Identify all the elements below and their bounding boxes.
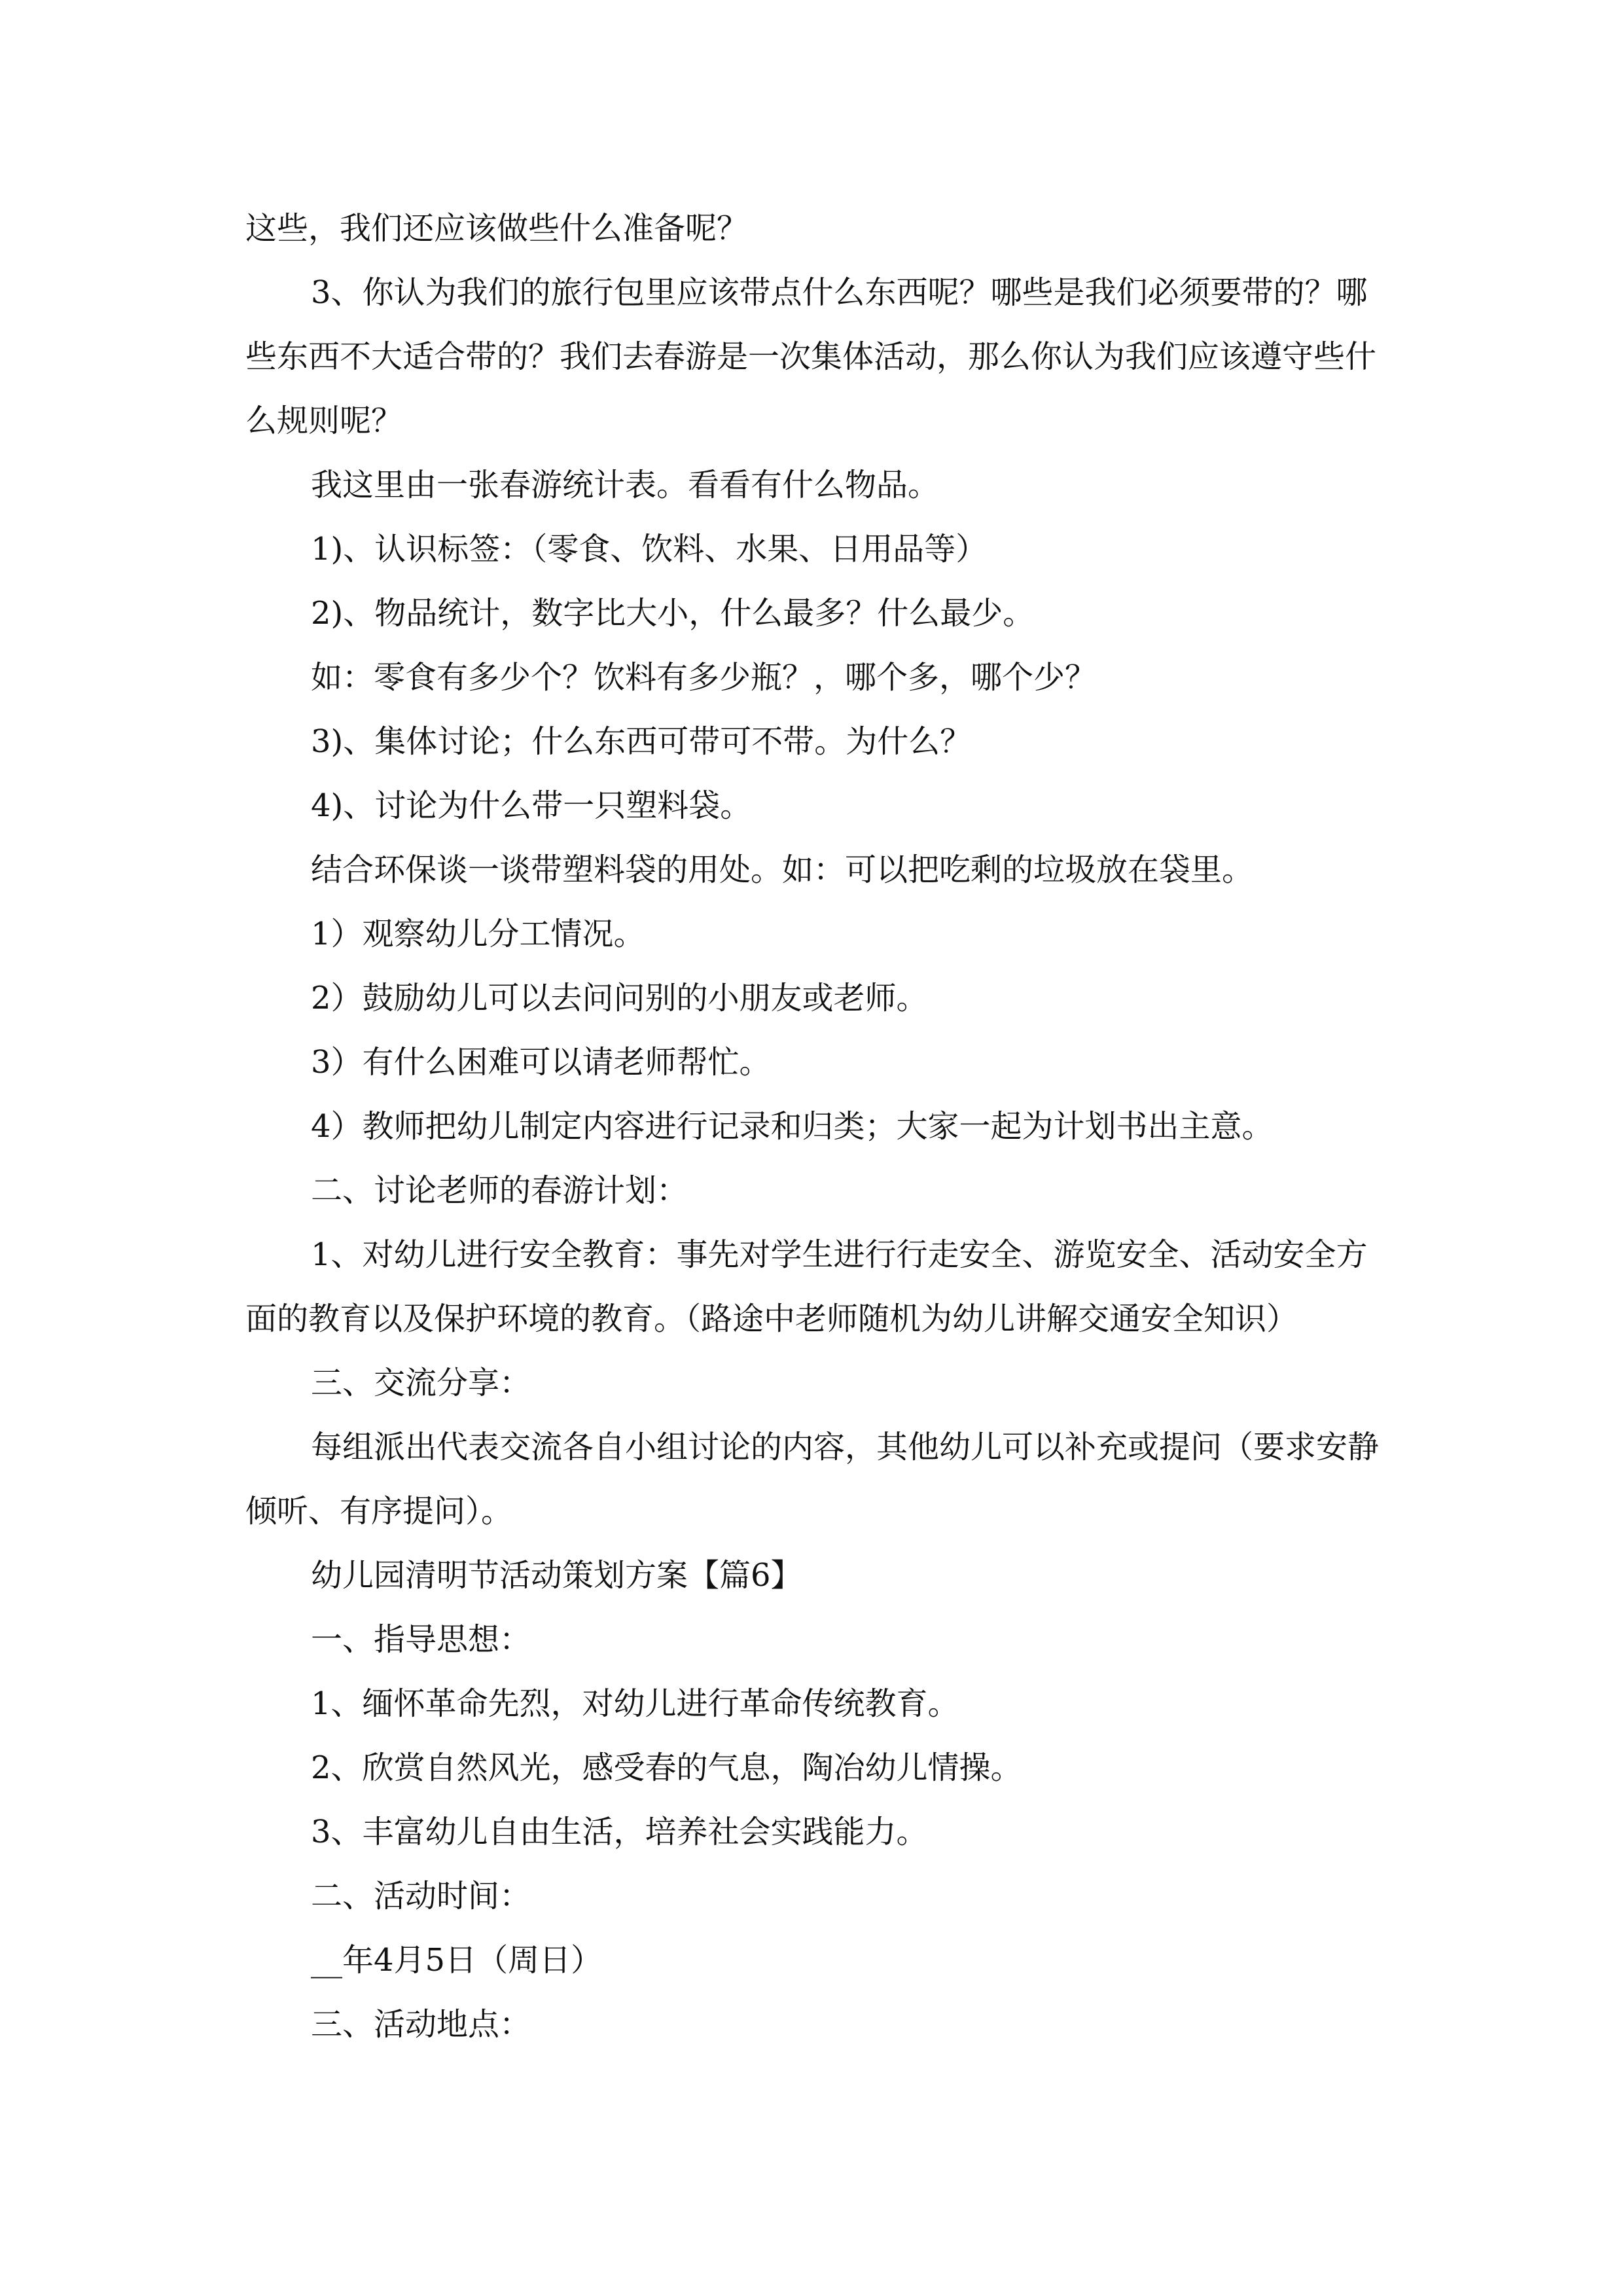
paragraph: 如：零食有多少个？饮料有多少瓶？，哪个多，哪个少？ [311, 659, 1097, 696]
article-title: 幼儿园清明节活动策划方案【篇6】 [311, 1557, 802, 1594]
paragraph: 1、对幼儿进行安全教育：事先对学生进行行走安全、游览安全、活动安全方面的教育以及保护环境的教育。（路途中老师随机为幼儿讲解交通安全知识） [245, 1236, 1368, 1337]
paragraph: 1）观察幼儿分工情况。 [311, 916, 645, 952]
section-heading: 二、活动时间： [311, 1878, 531, 1914]
paragraph: 3)、集体讨论；什么东西可带可不带。为什么？ [311, 723, 972, 760]
section-heading: 二、讨论老师的春游计划： [311, 1172, 688, 1209]
section-heading: 三、交流分享： [311, 1365, 531, 1401]
paragraph: 每组派出代表交流各自小组讨论的内容，其他幼儿可以补充或提问（要求安静倾听、有序提问）。 [245, 1429, 1380, 1530]
paragraph: 我这里由一张春游统计表。看看有什么物品。 [311, 467, 940, 503]
paragraph: 1、缅怀革命先烈，对幼儿进行革命传统教育。 [311, 1685, 959, 1722]
document-body [245, 196, 1384, 2056]
paragraph: 2）鼓励幼儿可以去问问别的小朋友或老师。 [311, 980, 928, 1016]
paragraph: 这些，我们还应该做些什么准备呢？ [245, 210, 749, 247]
paragraph: 3、你认为我们的旅行包里应该带点什么东西呢？哪些是我们必须要带的？哪些东西不大适合带的？我们去春游是一次集体活动，那么你认为我们应该遵守些什么规则呢？ [245, 274, 1377, 439]
paragraph: 3、丰富幼儿自由生活，培养社会实践能力。 [311, 1814, 928, 1850]
paragraph: 3）有什么困难可以请老师帮忙。 [311, 1044, 771, 1081]
paragraph: 2、欣赏自然风光，感受春的气息，陶冶幼儿情操。 [311, 1749, 1022, 1786]
paragraph: 1)、认识标签：（零食、饮料、水果、日用品等） [311, 531, 988, 567]
paragraph: 4）教师把幼儿制定内容进行记录和归类；大家一起为计划书出主意。 [311, 1108, 1274, 1145]
paragraph: __年4月5日（周日） [311, 1942, 603, 1979]
section-heading: 三、活动地点： [311, 2006, 531, 2043]
paragraph: 结合环保谈一谈带塑料袋的用处。如：可以把吃剩的垃圾放在袋里。 [311, 852, 1254, 888]
paragraph: 2)、物品统计，数字比大小，什么最多？什么最少。 [311, 595, 1035, 632]
paragraph: 4)、讨论为什么带一只塑料袋。 [311, 787, 752, 824]
section-heading: 一、指导思想： [311, 1621, 531, 1658]
